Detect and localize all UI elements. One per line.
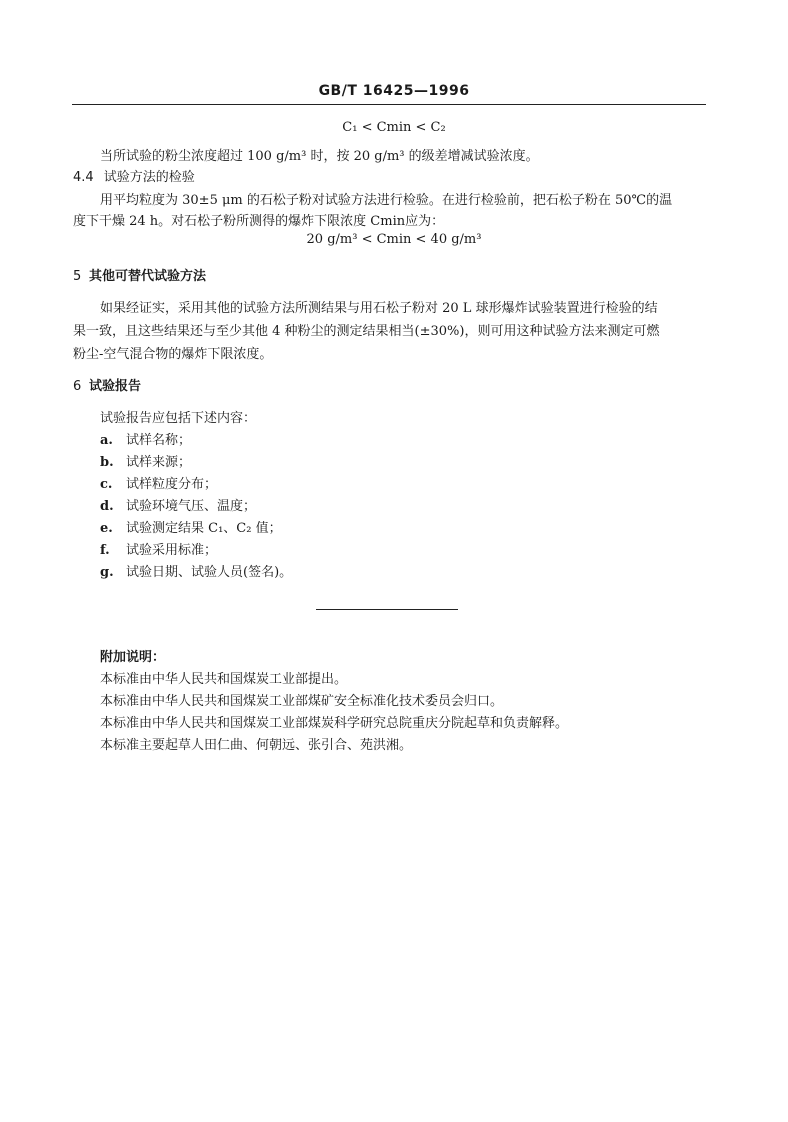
list-item-text: 试验测定结果 C₁、C₂ 值； <box>126 521 282 536</box>
section-5-line-3: 粉尘-空气混合物的爆炸下限浓度。 <box>73 347 273 362</box>
list-item <box>100 539 217 558</box>
list-item <box>100 517 282 536</box>
standard-code-header: GB/T 16425—1996 <box>318 83 470 99</box>
formula-cmin-range: 20 g/m³ < Cmin < 40 g/m³ <box>306 232 482 247</box>
section-6-number: 6 <box>73 379 82 394</box>
section-4-4-number: 4.4 <box>73 170 94 185</box>
list-item <box>100 473 217 492</box>
list-item-text: 试验日期、试验人员(签名)。 <box>126 565 293 580</box>
section-4-4-title: 试验方法的检验 <box>103 170 195 185</box>
list-item <box>100 451 191 470</box>
section-5-title: 其他可替代试验方法 <box>89 269 207 284</box>
list-item-letter: b. <box>100 455 114 470</box>
section-4-4-line-1: 用平均粒度为 30±5 μm 的石松子粉对试验方法进行检验。在进行检验前，把石松子粉在 50℃的温 <box>100 193 673 208</box>
list-item <box>100 561 292 580</box>
list-item-letter: e. <box>100 521 113 536</box>
section-divider <box>316 609 458 610</box>
list-item-letter: g. <box>100 565 114 580</box>
notes-line-3: 本标准由中华人民共和国煤炭工业部煤炭科学研究总院重庆分院起草和负责解释。 <box>100 716 569 731</box>
section-5-line-2: 果一致，且这些结果还与至少其他 4 种粉尘的测定结果相当(±30%)，则可用这种试验方法来测定可燃 <box>73 324 660 339</box>
section-6-intro: 试验报告应包括下述内容： <box>100 411 257 426</box>
list-item-letter: d. <box>100 499 114 514</box>
notes-title: 附加说明： <box>100 650 166 665</box>
section-6-title: 试验报告 <box>89 379 142 394</box>
formula-c-range: C₁ < Cmin < C₂ <box>342 120 446 135</box>
list-item-letter: f. <box>100 543 110 558</box>
list-item-text: 试验环境气压、温度； <box>126 499 257 514</box>
section-4-4-line-2: 度下干燥 24 h。对石松子粉所测得的爆炸下限浓度 Cmin应为： <box>73 214 445 229</box>
list-item-text: 试样来源； <box>126 455 192 470</box>
list-item-text: 试样粒度分布； <box>126 477 218 492</box>
paragraph-concentration-step: 当所试验的粉尘浓度超过 100 g/m³ 时，按 20 g/m³ 的级差增减试验浓度。 <box>100 149 539 164</box>
list-item <box>100 495 256 514</box>
notes-line-2: 本标准由中华人民共和国煤炭工业部煤矿安全标准化技术委员会归口。 <box>100 694 504 709</box>
list-item-letter: a. <box>100 433 113 448</box>
section-4-4-heading <box>73 166 195 185</box>
list-item <box>100 429 191 448</box>
notes-line-4: 本标准主要起草人田仁曲、何朝远、张引合、苑洪湘。 <box>100 738 413 753</box>
section-5-heading <box>73 265 206 284</box>
section-6-heading <box>73 375 141 394</box>
section-5-line-1: 如果经证实，采用其他的试验方法所测结果与用石松子粉对 20 L 球形爆炸试验装置进行检验的结 <box>100 301 658 316</box>
list-item-letter: c. <box>100 477 113 492</box>
list-item-text: 试样名称； <box>126 433 192 448</box>
list-item-text: 试验采用标准； <box>126 543 218 558</box>
notes-line-1: 本标准由中华人民共和国煤炭工业部提出。 <box>100 672 348 687</box>
header-rule <box>72 104 706 105</box>
section-5-number: 5 <box>73 269 82 284</box>
